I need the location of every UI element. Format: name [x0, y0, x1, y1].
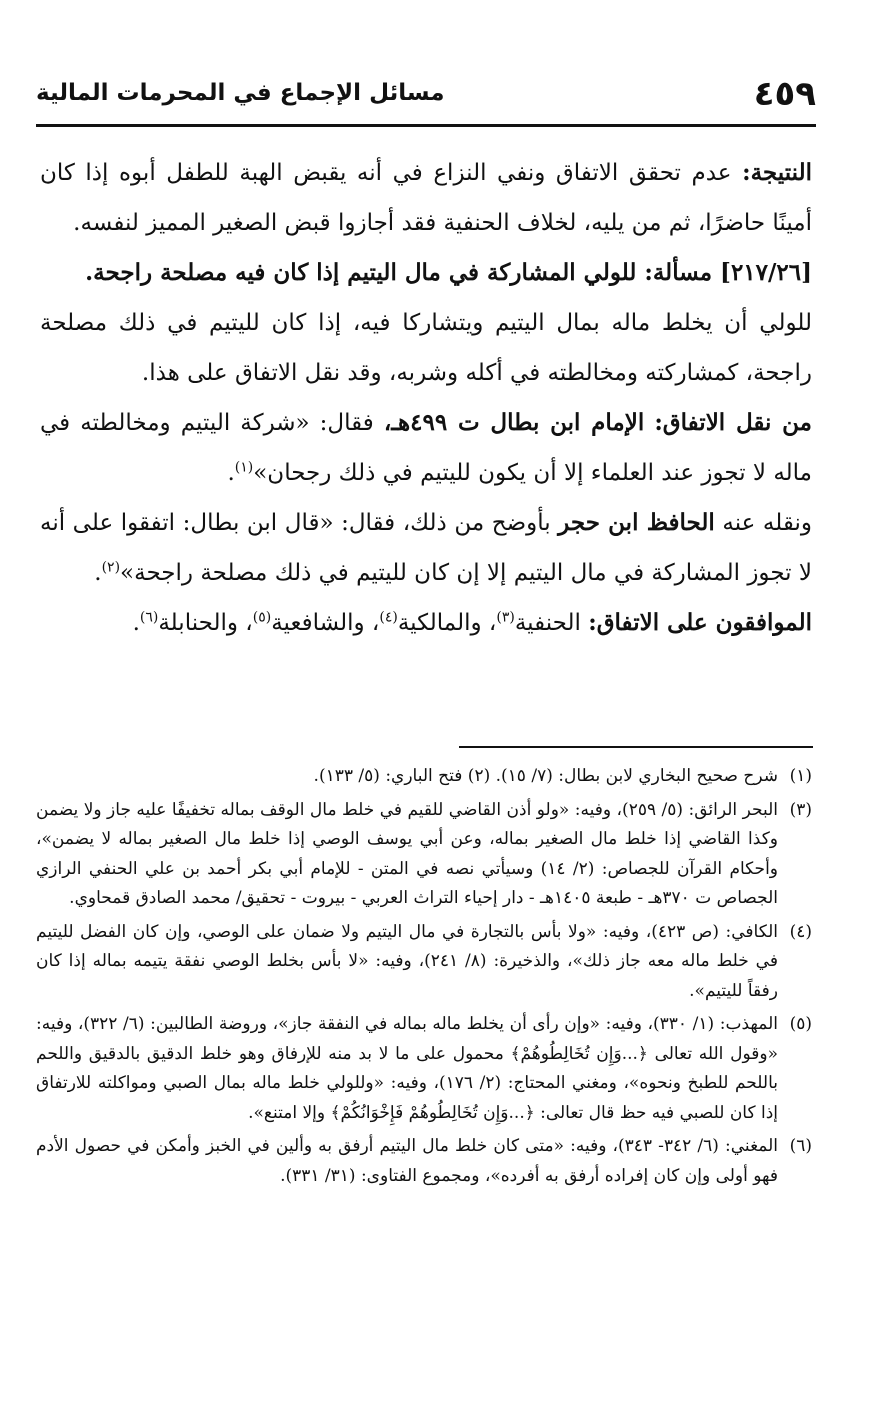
ibn-hajar-intro: ونقله عنه: [722, 510, 813, 536]
footnote-number: (٥): [789, 1014, 812, 1034]
hanabila: ، والحنابلة: [158, 610, 253, 636]
main-text: [40, 148, 812, 648]
footnote-number: (٣): [789, 799, 812, 820]
consensus-source-paragraph: [40, 398, 812, 498]
consensus-source-label: من نقل الاتفاق:: [654, 409, 812, 436]
footnote-text: شرح صحيح البخاري لابن بطال: (٧/ ١٥). (٢) فتح الباري: (٥/ ١٣٣).: [313, 766, 778, 786]
footnote: [36, 796, 812, 914]
result-label: النتيجة:: [742, 159, 812, 186]
ibn-hajar-paragraph: [40, 498, 812, 598]
ibn-hajar-name: الحافظ ابن حجر: [558, 509, 715, 536]
result-paragraph: [40, 148, 812, 248]
period: .: [227, 460, 235, 486]
footnote-text: الكافي: (ص ٤٢٣)، وفيه: «ولا بأس بالتجارة في مال اليتيم ولا ضمان على الوصي، وإن كان الفضل لليتيم في خلط ماله معه جاز ذلك»، والذخيرة: (٨/ ٢٤١)، وفيه: «لا بأس بخلط الوصي نفقة يتيمه بماله إذا كان رفقاً لليتيم».: [36, 921, 778, 1001]
shafiiyya: ، والشافعية: [271, 610, 380, 636]
footnote-text: المهذب: (١/ ٣٣٠)، وفيه: «وإن رأى أن يخلط ماله بماله في النفقة جاز»، وروضة الطالبين: (٦/ ٣٢٢)، وفيه: «وقول الله تعالى ﴿...وَإِن تُخَالِطُوهُمْ﴾ محمول على ما لا بد منه للإرفاق وهو خلط الدقيق بالدقيق واللحم باللحم للطبخ ونحوه»، ومغني المحتاج: (٢/ ١٧٦)، وفيه: «وللولي خلط ماله بمال الصبي ومواكلته للارتفاق إذا كان للصبي فيه حظ قال تعالى: ﴿...وَإِن تُخَالِطُوهُمْ فَإِخْوَانُكُمْ﴾ وإلا امتنع».: [36, 1014, 778, 1123]
footnote-ref-6: (٦): [139, 609, 159, 626]
running-title: مسائل الإجماع في المحرمات المالية: [36, 80, 445, 106]
issue-heading: [٢١٧/٢٦] مسألة: للولي المشاركة في مال اليتيم إذا كان فيه مصلحة راجحة.: [85, 259, 812, 286]
footnote-number: (١): [789, 766, 812, 786]
footnote-number: (٤): [789, 921, 812, 942]
footnote-separator: [459, 746, 813, 748]
footnote: [36, 1132, 812, 1191]
ibn-battal-name: الإمام ابن بطال ت ٤٩٩هـ،: [383, 409, 645, 436]
hanafiyya: الحنفية: [514, 610, 581, 636]
footnote-ref-1: (١): [234, 459, 254, 476]
ibn-hajar-quote: بأوضح من ذلك، فقال: «قال ابن بطال: اتفقوا على أنه لا تجوز المشاركة في مال اليتيم إلا إن كان لليتيم في ذلك مصلحة راجحة»: [40, 510, 812, 586]
header-rule: [36, 124, 816, 127]
footnote-number: (٦): [789, 1136, 812, 1156]
period: .: [132, 610, 140, 636]
page-number: ٤٥٩: [753, 74, 816, 114]
footnote-ref-5: (٥): [252, 609, 272, 626]
footnote-ref-3: (٣): [496, 609, 515, 626]
footnote-text: البحر الرائق: (٥/ ٢٥٩)، وفيه: «ولو أذن القاضي للقيم في خلط مال الوقف بماله تخفيفًا عليه جاز ولا يضمن وكذا القاضي إذا خلط مال الصغير بماله، وعن أبي يوسف الوصي إذا خلط مال الصغير بماله لا يضمن»، وأحكام القرآن للجصاص: (٢/ ١٤) وسيأتي نصه في المتن - للإمام أبي بكر أحمد بن علي الحنفي الرازي الجصاص ت ٣٧٠هـ - طبعة ١٤٠٥هـ - دار إحياء التراث العربي - بيروت - تحقيق/ محمد الصادق قمحاوي.: [36, 799, 779, 908]
footnote-ref-4: (٤): [379, 609, 398, 626]
malikiyya: ، والمالكية: [397, 610, 497, 636]
footnote: [36, 762, 812, 792]
result-text: عدم تحقق الاتفاق ونفي النزاع في أنه يقبض الهبة للطفل أبوه إذا كان أمينًا حاضرًا، ثم من يليه، لخلاف الحنفية فقد أجازوا قبض الصغير المميز لنفسه.: [40, 160, 812, 236]
ibn-battal-quote: فقال: «شركة اليتيم ومخالطته في ماله لا تجوز عند العلماء إلا أن يكون لليتيم في ذلك رجحان»: [40, 410, 812, 486]
footnote-ref-2: (٢): [101, 559, 121, 576]
issue-paragraph: للولي أن يخلط ماله بمال اليتيم ويتشاركا فيه، إذا كان لليتيم في ذلك مصلحة راجحة، كمشاركته ومخالطته في أكله وشربه، وقد نقل الاتفاق على هذا.: [40, 310, 812, 386]
footnote-text: المغني: (٦/ ٣٤٢- ٣٤٣)، وفيه: «متى كان خلط مال اليتيم أرفق به وألين في الخبز وأمكن في حصول الأدم فهو أولى وإن كان إفراده أرفق به أفرده»، ومجموع الفتاوى: (٣١/ ٣٣١).: [36, 1136, 778, 1186]
footnote: [36, 1010, 812, 1128]
agreeing-label: الموافقون على الاتفاق:: [588, 609, 812, 636]
page-header: [36, 70, 816, 120]
period: .: [94, 560, 102, 586]
agreeing-schools-paragraph: [40, 598, 812, 648]
footnote: [36, 918, 812, 1007]
footnotes: [36, 762, 812, 1195]
